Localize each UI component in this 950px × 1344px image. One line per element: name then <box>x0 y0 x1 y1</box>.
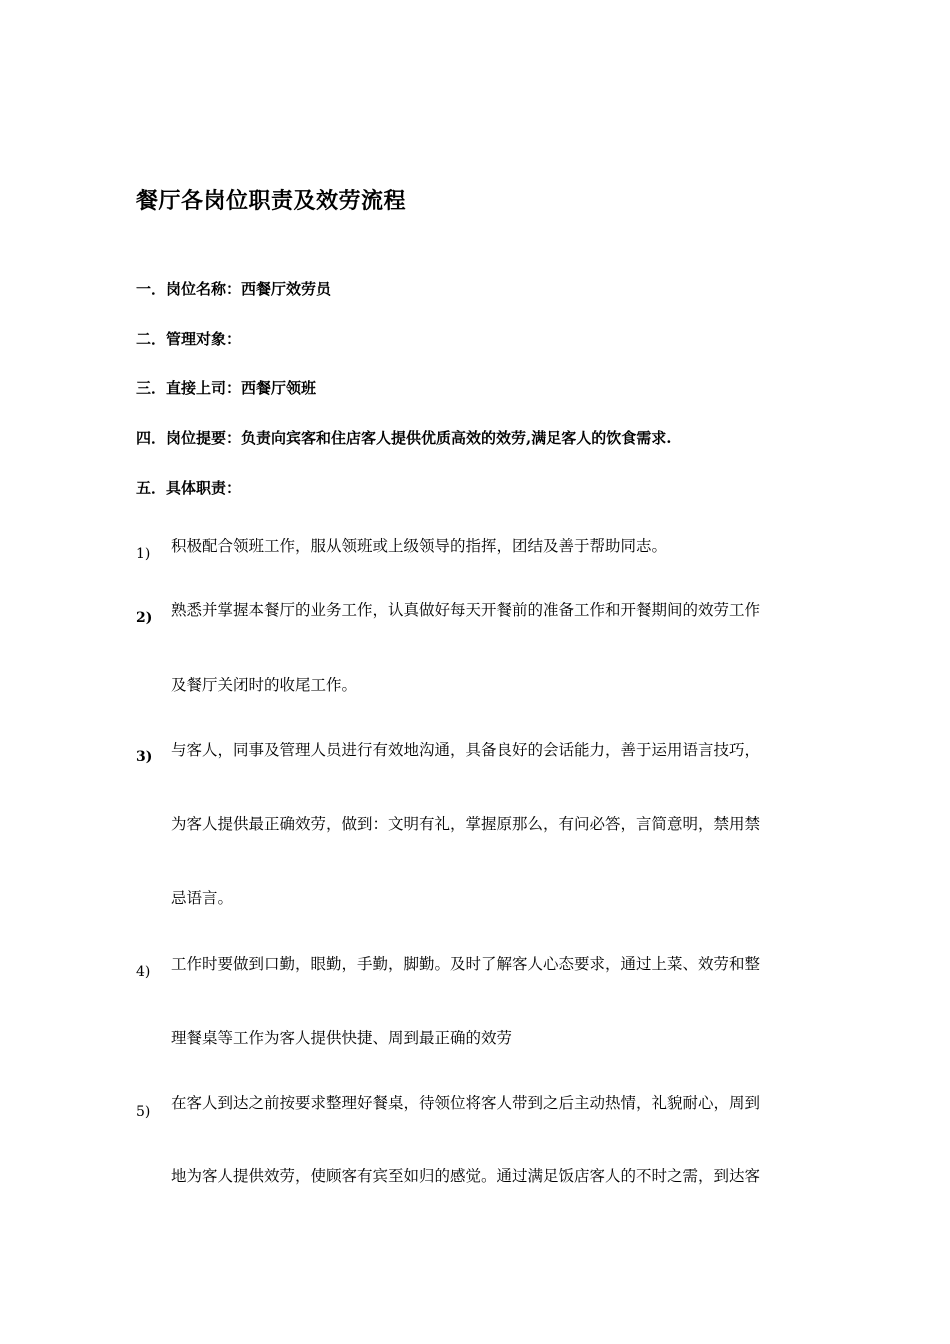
duty-line: 熟悉并掌握本餐厅的业务工作，认真做好每天开餐前的准备工作和开餐期间的效劳工作 <box>171 601 761 619</box>
heading-position-summary: 四．岗位提要：负责向宾客和住店客人提供优质高效的效劳,满足客人的饮食需求. <box>136 429 672 447</box>
duty-line: 忌语言。 <box>171 889 234 907</box>
duty-line: 及餐厅关闭时的收尾工作。 <box>171 676 358 694</box>
heading-position-name: 一．岗位名称：西餐厅效劳员 <box>136 280 332 298</box>
heading-managed-objects: 二．管理对象： <box>136 330 242 348</box>
duty-line: 理餐桌等工作为客人提供快捷、周到最正确的效劳 <box>171 1029 513 1047</box>
duty-number: 2) <box>136 610 153 626</box>
heading-specific-duties: 五．具体职责： <box>136 479 242 497</box>
duty-number: 1) <box>136 546 151 562</box>
duty-line: 在客人到达之前按要求整理好餐桌，待领位将客人带到之后主动热情，礼貌耐心，周到 <box>171 1094 761 1112</box>
duty-line: 与客人，同事及管理人员进行有效地沟通，具备良好的会话能力，善于运用语言技巧， <box>171 741 761 759</box>
duty-line: 地为客人提供效劳，使顾客有宾至如归的感觉。通过满足饭店客人的不时之需，到达客 <box>171 1167 761 1185</box>
duty-number: 5) <box>136 1104 151 1120</box>
duty-line: 积极配合领班工作，服从领班或上级领导的指挥，团结及善于帮助同志。 <box>171 537 668 555</box>
duty-line: 为客人提供最正确效劳，做到：文明有礼，掌握原那么，有问必答，言简意明，禁用禁 <box>171 815 761 833</box>
duty-number: 3) <box>136 749 153 765</box>
document-title: 餐厅各岗位职责及效劳流程 <box>136 188 407 214</box>
duty-number: 4) <box>136 964 151 980</box>
duty-line: 工作时要做到口勤，眼勤，手勤，脚勤。及时了解客人心态要求，通过上菜、效劳和整 <box>171 955 761 973</box>
heading-direct-supervisor: 三．直接上司：西餐厅领班 <box>136 379 317 397</box>
